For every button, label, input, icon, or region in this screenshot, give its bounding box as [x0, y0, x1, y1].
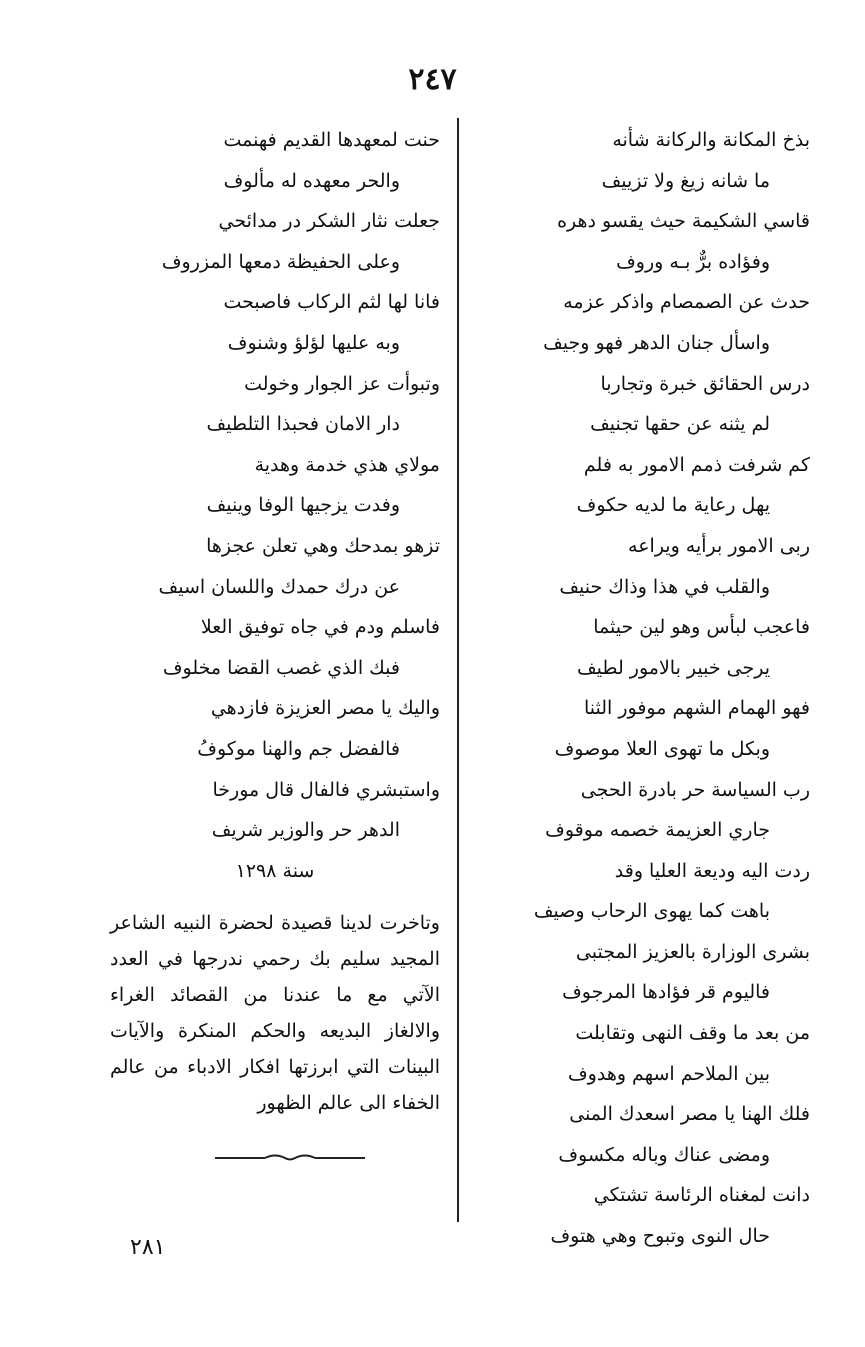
poem-line: باهت كما يهوى الرحاب وصيف: [533, 900, 770, 923]
poem-line: حدث عن الصمصام واذكر عزمه: [563, 291, 810, 314]
poem-line: وبكل ما تهوى العلا موصوف: [554, 737, 770, 760]
editorial-note: وتاخرت لدينا قصيدة لحضرة النبيه الشاعر المجيد سليم بك رحمي ندرجها في العدد الآتي مع ما عندنا من القصائد الغراء والالغاز البديعه والحكم المنكرة والآيات البينات التي ابرزتها افكار الادباء من عالم الخفاء الى عالم الظهور: [110, 912, 440, 1115]
page-number-bottom: ٢٨١: [130, 1235, 166, 1260]
poem-line: فاعجب لبأس وهو لين حيثما: [593, 616, 810, 639]
poem-line: فاليوم قر فؤادها المرجوف: [562, 981, 770, 1004]
poem-line: واسأل جنان الدهر فهو وجيف: [543, 331, 770, 354]
left-column: [110, 120, 440, 1121]
poem-line: فلك الهنا يا مصر اسعدك المنى: [569, 1103, 810, 1126]
poem-line: يرجى خبير بالامور لطيف: [576, 656, 770, 679]
poem-line: قاسي الشكيمة حيث يقسو دهره: [557, 210, 810, 233]
poem-line: رب السياسة حر بادرة الحجى: [580, 778, 810, 801]
poem-line: والحر معهده له مألوف: [223, 169, 400, 192]
column-divider: [457, 118, 459, 1222]
poem-line: واستبشري فالفال قال مورخا: [212, 778, 440, 801]
ornament-divider: [215, 1152, 365, 1164]
poem-line: فاسلم ودم في جاه توفيق العلا: [200, 616, 440, 639]
poem-line: فبك الذي غصب القضا مخلوف: [162, 656, 400, 679]
poem-line: دانت لمغناه الرئاسة تشتكي: [593, 1184, 810, 1207]
poem-line: فالفضل جم والهنا موكوفُ: [197, 737, 400, 760]
poem-line: درس الحقائق خبرة وتجاربا: [600, 372, 810, 395]
poem-line: حنت لمعهدها القديم فهنمت: [223, 129, 440, 151]
poem-line: والقلب في هذا وذاك حنيف: [559, 575, 770, 598]
poem-line: كم شرفت ذمم الامور به فلم: [583, 453, 810, 476]
poem-line: ربى الامور برأيه ويراعه: [628, 534, 810, 557]
poem-line: وفؤاده برٌّ بـه وروف: [616, 250, 770, 273]
poem-line: فهو الهمام الشهم موفور الثنا: [584, 697, 810, 720]
poem-line: وبه عليها لؤلؤ وشنوف: [227, 331, 400, 354]
poem-line: بين الملاحم اسهم وهدوف: [567, 1062, 770, 1085]
poem-line: يهل رعاية ما لديه حكوف: [576, 494, 770, 517]
poem-line: بذخ المكانة والركانة شأنه: [612, 129, 810, 151]
poem-line: وعلى الحفيظة دمعها المزروف: [161, 250, 400, 273]
poem-line: وتبوأت عز الجوار وخولت: [244, 372, 440, 395]
poem-line: دار الامان فحبذا التلطيف: [206, 413, 400, 436]
right-column: [470, 120, 810, 1257]
date-line: سنة ١٢٩٨: [235, 859, 315, 882]
poem-line: عن درك حمدك واللسان اسيف: [158, 575, 400, 598]
poem-line: جعلت نثار الشكر در مدائحي: [218, 210, 440, 233]
poem-line: واليك يا مصر العزيزة فازدهي: [210, 697, 440, 720]
poem-line: من بعد ما وقف النهى وتقابلت: [575, 1022, 810, 1045]
poem-line: ومضى عناك وباله مكسوف: [558, 1143, 770, 1166]
page-number-top: ٢٤٧: [408, 62, 457, 97]
poem-line: تزهو بمدحك وهي تعلن عجزها: [206, 534, 440, 557]
poem-line: مولاي هذي خدمة وهدية: [254, 453, 440, 476]
poem-line: بشرى الوزارة بالعزيز المجتبى: [575, 940, 810, 963]
poem-line: جاري العزيمة خصمه موقوف: [545, 819, 770, 842]
poem-line: ردت اليه وديعة العليا وقد: [614, 859, 810, 882]
poem-line: حال النوى وتبوح وهي هتوف: [550, 1225, 770, 1248]
poem-line: ما شانه زيغ ولا تزييف: [601, 169, 770, 192]
poem-line: فانا لها لثم الركاب فاصبحت: [223, 291, 440, 314]
poem-line: لم يثنه عن حقها تجنيف: [590, 413, 770, 436]
poem-line: الدهر حر والوزير شريف: [211, 819, 400, 842]
poem-line: وفدت يزجيها الوفا وينيف: [206, 494, 400, 517]
